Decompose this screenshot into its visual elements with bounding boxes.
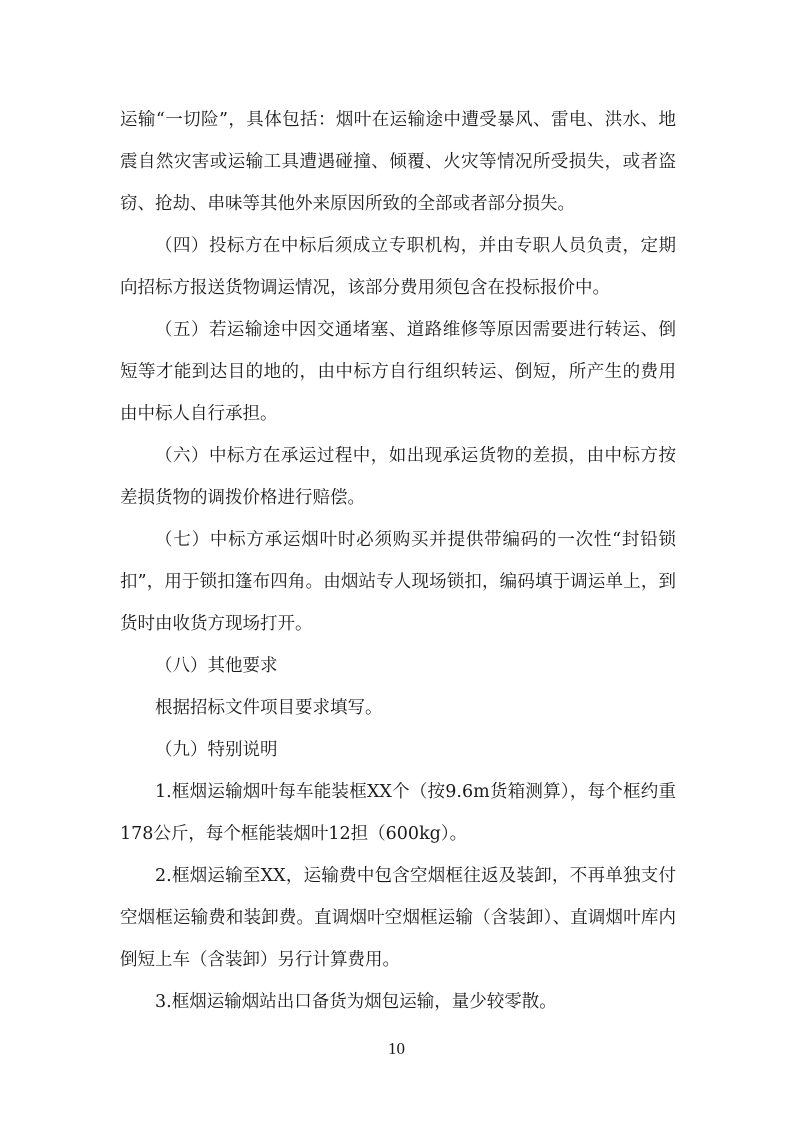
page-number: 10 [388,1039,405,1058]
heading-item-8: （八）其他要求 [155,656,278,676]
paragraph-item-7: （七）中标方承运烟叶时必须购买并提供带编码的一次性“封铅锁扣”，用于锁扣篷布四角。由烟站专人现场锁扣，编码填于调运单上，到货时由收货方现场打开。 [120,530,676,634]
paragraph-note-1: 1.框烟运输烟叶每车能装框XX个（按9.6m货箱测算），每个框约重178公斤，每个框能装烟叶12担（600kg）。 [120,782,676,844]
paragraph-item-6: （六）中标方在承运过程中，如出现承运货物的差损，由中标方按差损货物的调拨价格进行赔偿。 [120,446,676,508]
paragraph-transport-insurance: 运输“一切险”，具体包括：烟叶在运输途中遭受暴风、雷电、洪水、地震自然灾害或运输工具遭遇碰撞、倾覆、火灾等情况所受损失，或者盗窃、抢劫、串味等其他外来原因所致的全部或者部分损失。 [120,110,676,214]
paragraph-note-3: 3.框烟运输烟站出口备货为烟包运输，量少较零散。 [155,992,557,1012]
paragraph-item-4: （四）投标方在中标后须成立专职机构，并由专职人员负责，定期向招标方报送货物调运情况，该部分费用须包含在投标报价中。 [120,236,676,298]
paragraph-note-2: 2.框烟运输至XX，运输费中包含空烟框往返及装卸，不再单独支付空烟框运输费和装卸费。直调烟叶空烟框运输（含装卸）、直调烟叶库内倒短上车（含装卸）另行计算费用。 [120,866,676,970]
paragraph-other-requirements: 根据招标文件项目要求填写。 [155,698,383,718]
heading-item-9: （九）特别说明 [155,740,278,760]
paragraph-item-5: （五）若运输途中因交通堵塞、道路维修等原因需要进行转运、倒短等才能到达目的地的，由中标方自行组织转运、倒短，所产生的费用由中标人自行承担。 [120,320,676,424]
